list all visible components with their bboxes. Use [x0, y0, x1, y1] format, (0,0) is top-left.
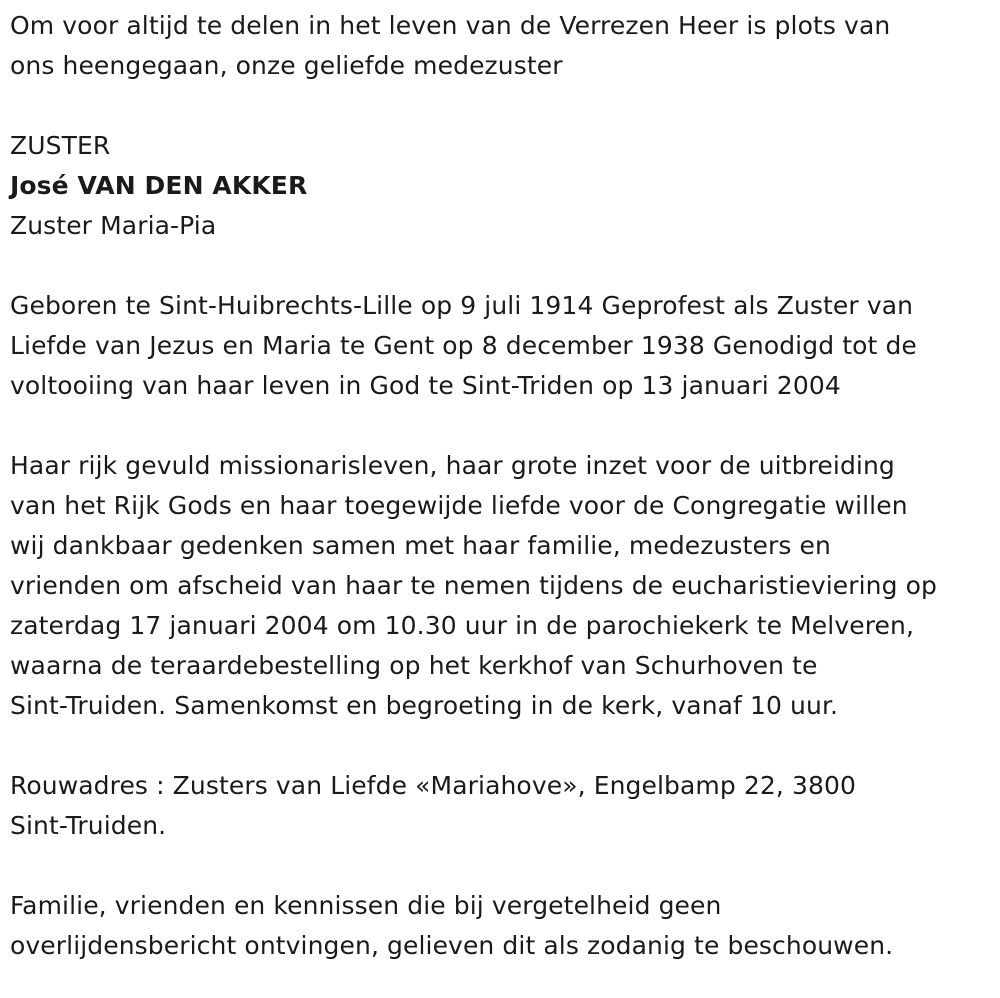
spacer	[10, 246, 1000, 286]
deceased-name: José VAN DEN AKKER	[10, 171, 308, 200]
closing-paragraph	[10, 886, 1000, 966]
religious-name: Zuster Maria-Pia	[10, 211, 217, 240]
closing-line: overlijdensbericht ontvingen, gelieven dit als zodanig te beschouwen.	[10, 931, 894, 960]
intro-paragraph	[10, 6, 1000, 86]
deceased-title: ZUSTER	[10, 131, 111, 160]
address-paragraph	[10, 766, 1000, 846]
intro-line: ons heengegaan, onze geliefde medezuster	[10, 51, 563, 80]
ceremony-line: Haar rijk gevuld missionarisleven, haar grote inzet voor de uitbreiding	[10, 451, 895, 480]
ceremony-line: vrienden om afscheid van haar te nemen tijdens de eucharistieviering op	[10, 571, 937, 600]
ceremony-line: waarna de teraardebestelling op het kerkhof van Schurhoven te	[10, 651, 818, 680]
ceremony-line: zaterdag 17 januari 2004 om 10.30 uur in de parochiekerk te Melveren,	[10, 611, 915, 640]
intro-line: Om voor altijd te delen in het leven van de Verrezen Heer is plots van	[10, 11, 891, 40]
spacer	[10, 86, 1000, 126]
dates-line: Geboren te Sint-Huibrechts-Lille op 9 juli 1914 Geprofest als Zuster van	[10, 291, 914, 320]
address-line: Rouwadres : Zusters van Liefde «Mariahove», Engelbamp 22, 3800	[10, 771, 857, 800]
ceremony-paragraph	[10, 446, 1000, 726]
dates-paragraph	[10, 286, 1000, 406]
spacer	[10, 846, 1000, 886]
ceremony-line: van het Rijk Gods en haar toegewijde liefde voor de Congregatie willen	[10, 491, 908, 520]
spacer	[10, 726, 1000, 766]
closing-line: Familie, vrienden en kennissen die bij vergetelheid geen	[10, 891, 722, 920]
ceremony-line: wij dankbaar gedenken samen met haar familie, medezusters en	[10, 531, 831, 560]
deceased-block	[10, 126, 1000, 246]
spacer	[10, 406, 1000, 446]
ceremony-line: Sint-Truiden. Samenkomst en begroeting in de kerk, vanaf 10 uur.	[10, 691, 839, 720]
address-line: Sint-Truiden.	[10, 811, 167, 840]
dates-line: Liefde van Jezus en Maria te Gent op 8 december 1938 Genodigd tot de	[10, 331, 917, 360]
dates-line: voltooiing van haar leven in God te Sint-Triden op 13 januari 2004	[10, 371, 841, 400]
